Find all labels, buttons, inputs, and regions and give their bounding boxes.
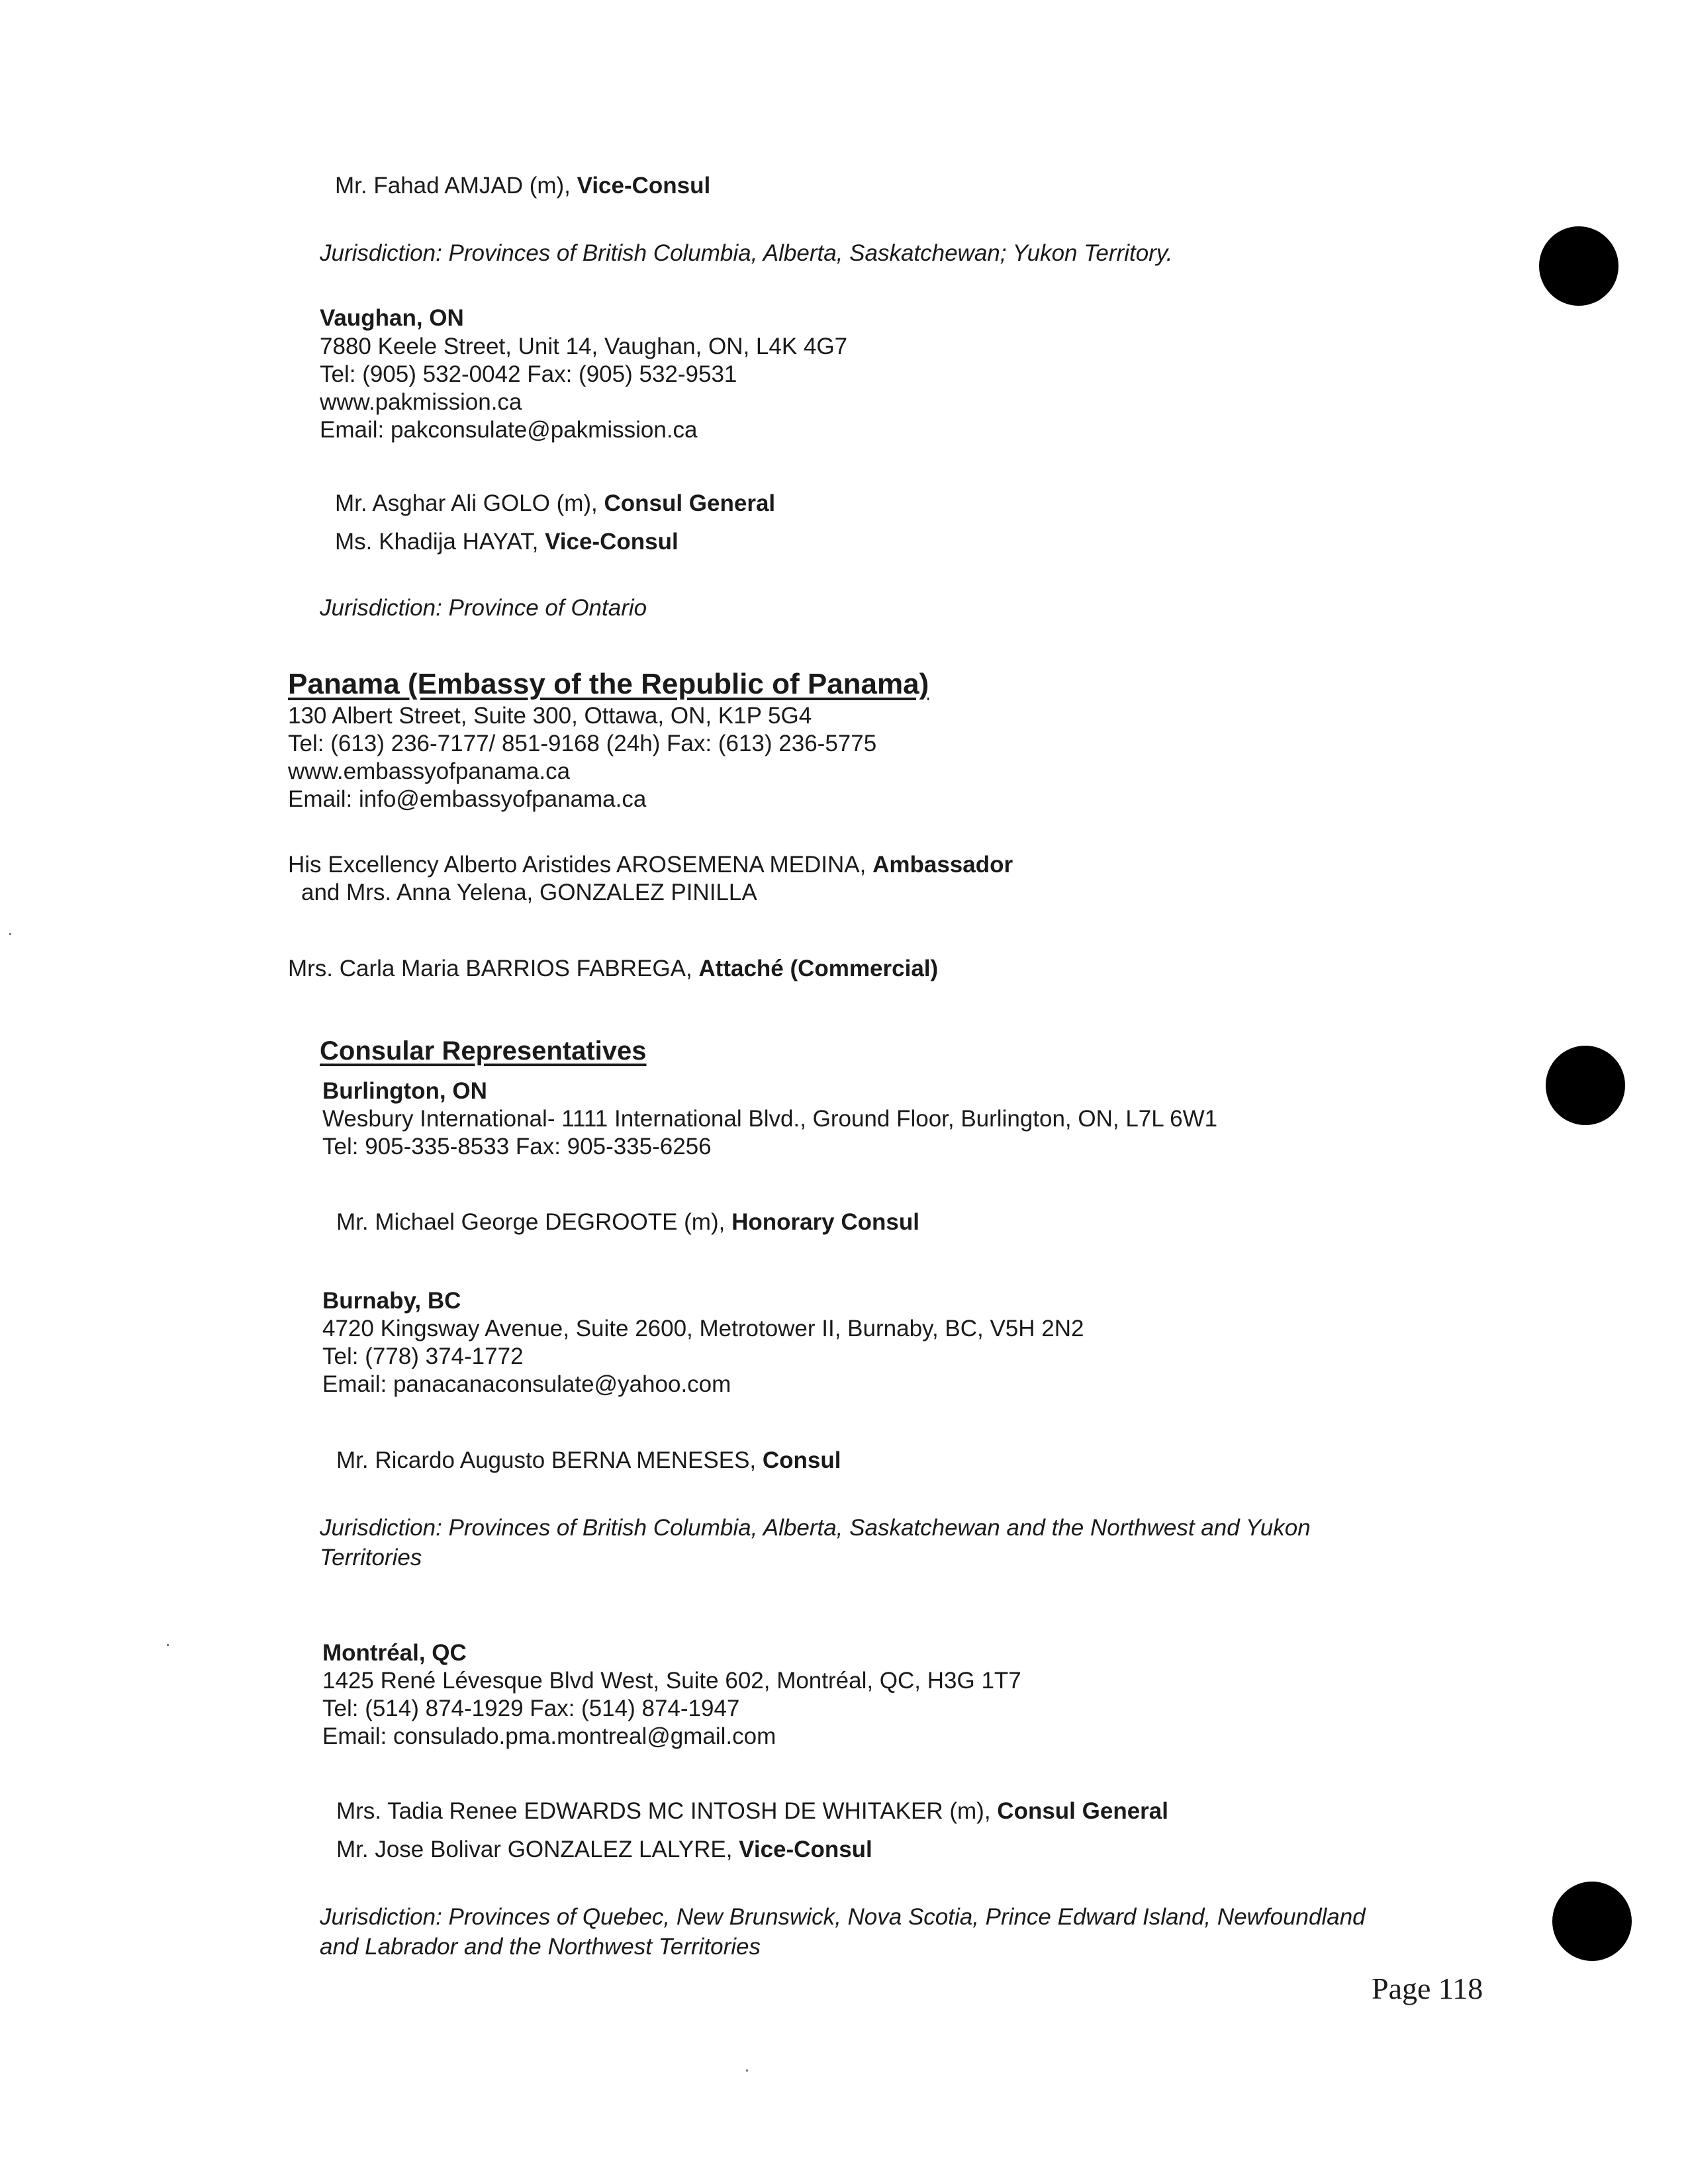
- official-title: Vice-Consul: [545, 529, 679, 555]
- address-line: Wesbury International- 1111 International Blvd., Ground Floor, Burlington, ON, L7L 6W1: [322, 1106, 1218, 1132]
- tel-fax-line: Tel: 905-335-8533 Fax: 905-335-6256: [322, 1134, 712, 1160]
- section-heading-panama: Panama (Embassy of the Republic of Panama): [288, 668, 929, 700]
- jurisdiction-text: Jurisdiction: Provinces of British Columbia, Alberta, Saskatchewan; Yukon Territory.: [320, 240, 1173, 266]
- address-line: 7880 Keele Street, Unit 14, Vaughan, ON, L4K 4G7: [320, 334, 848, 359]
- official-title: Consul General: [997, 1798, 1168, 1824]
- official-name: Mrs. Carla Maria BARRIOS FABREGA,: [288, 956, 699, 981]
- page-number: Page 118: [1372, 1972, 1483, 2005]
- scan-speck: [167, 1644, 169, 1646]
- punch-hole: [1539, 226, 1618, 306]
- official-title: Vice-Consul: [577, 173, 711, 199]
- tel-fax-line: Tel: (613) 236-7177/ 851-9168 (24h) Fax: (613) 236-5775: [288, 731, 877, 756]
- tel-fax-line: Tel: (905) 532-0042 Fax: (905) 532-9531: [320, 361, 737, 387]
- official-name: Ms. Khadija HAYAT,: [335, 529, 545, 555]
- official-khadija-hayat: [335, 528, 679, 556]
- official-name: Mr. Ricardo Augusto BERNA MENESES,: [336, 1447, 763, 1473]
- official-name: Mr. Jose Bolivar GONZALEZ LALYRE,: [336, 1837, 739, 1862]
- jurisdiction-text-cont: Territories: [320, 1545, 422, 1570]
- official-name: Mrs. Tadia Renee EDWARDS MC INTOSH DE WHITAKER (m),: [336, 1798, 998, 1824]
- official-name: Mr. Asghar Ali GOLO (m),: [335, 490, 604, 516]
- punch-hole: [1546, 1046, 1625, 1125]
- email-line: Email: panacanaconsulate@yahoo.com: [322, 1371, 731, 1397]
- scan-speck: [746, 2070, 748, 2071]
- address-line: 1425 René Lévesque Blvd West, Suite 602, Montréal, QC, H3G 1T7: [322, 1668, 1021, 1694]
- official-degroote: [336, 1208, 919, 1236]
- city-heading-burnaby: Burnaby, BC: [322, 1288, 461, 1314]
- email-line: Email: consulado.pma.montreal@gmail.com: [322, 1723, 776, 1749]
- scan-speck: [9, 933, 11, 935]
- city-heading-burlington: Burlington, ON: [322, 1078, 487, 1104]
- email-line: Email: pakconsulate@pakmission.ca: [320, 417, 698, 443]
- jurisdiction-text-cont: and Labrador and the Northwest Territories: [320, 1934, 761, 1960]
- subsection-heading-consular: Consular Representatives: [320, 1036, 647, 1066]
- official-gonzalez-lalyre: [336, 1836, 872, 1864]
- official-name: Mr. Fahad AMJAD (m),: [335, 173, 577, 199]
- official-berna-meneses: [336, 1447, 841, 1475]
- tel-fax-line: Tel: (514) 874-1929 Fax: (514) 874-1947: [322, 1696, 740, 1721]
- official-title: Consul: [762, 1447, 841, 1473]
- official-title: Consul General: [604, 490, 776, 516]
- city-heading-montreal: Montréal, QC: [322, 1640, 467, 1666]
- website-line: www.pakmission.ca: [320, 389, 522, 415]
- city-heading-vaughan: Vaughan, ON: [320, 305, 464, 331]
- official-title: Vice-Consul: [739, 1837, 872, 1862]
- official-title: Ambassador: [872, 852, 1013, 878]
- address-line: 4720 Kingsway Avenue, Suite 2600, Metrotower II, Burnaby, BC, V5H 2N2: [322, 1316, 1084, 1342]
- official-ambassador: [288, 851, 1013, 879]
- official-name: Mr. Michael George DEGROOTE (m),: [336, 1209, 732, 1235]
- official-name: His Excellency Alberto Aristides AROSEMENA MEDINA,: [288, 852, 873, 878]
- jurisdiction-text: Jurisdiction: Provinces of Quebec, New Brunswick, Nova Scotia, Prince Edward Island, Newfoundland: [320, 1904, 1366, 1930]
- official-fahad-amjad: [335, 172, 710, 200]
- address-line: 130 Albert Street, Suite 300, Ottawa, ON, K1P 5G4: [288, 703, 812, 729]
- official-spouse: and Mrs. Anna Yelena, GONZALEZ PINILLA: [301, 880, 757, 905]
- email-line: Email: info@embassyofpanama.ca: [288, 786, 647, 812]
- website-line: www.embassyofpanama.ca: [288, 758, 571, 784]
- tel-line: Tel: (778) 374-1772: [322, 1343, 524, 1369]
- official-title: Attaché (Commercial): [698, 956, 939, 981]
- official-title: Honorary Consul: [731, 1209, 919, 1235]
- official-asghar-golo: [335, 490, 775, 518]
- jurisdiction-text: Jurisdiction: Province of Ontario: [320, 595, 647, 621]
- punch-hole: [1552, 1882, 1632, 1961]
- jurisdiction-text: Jurisdiction: Provinces of British Columbia, Alberta, Saskatchewan and the Northwest and Yukon: [320, 1515, 1311, 1541]
- official-edwards-whitaker: [336, 1797, 1168, 1825]
- official-attache: [288, 955, 938, 983]
